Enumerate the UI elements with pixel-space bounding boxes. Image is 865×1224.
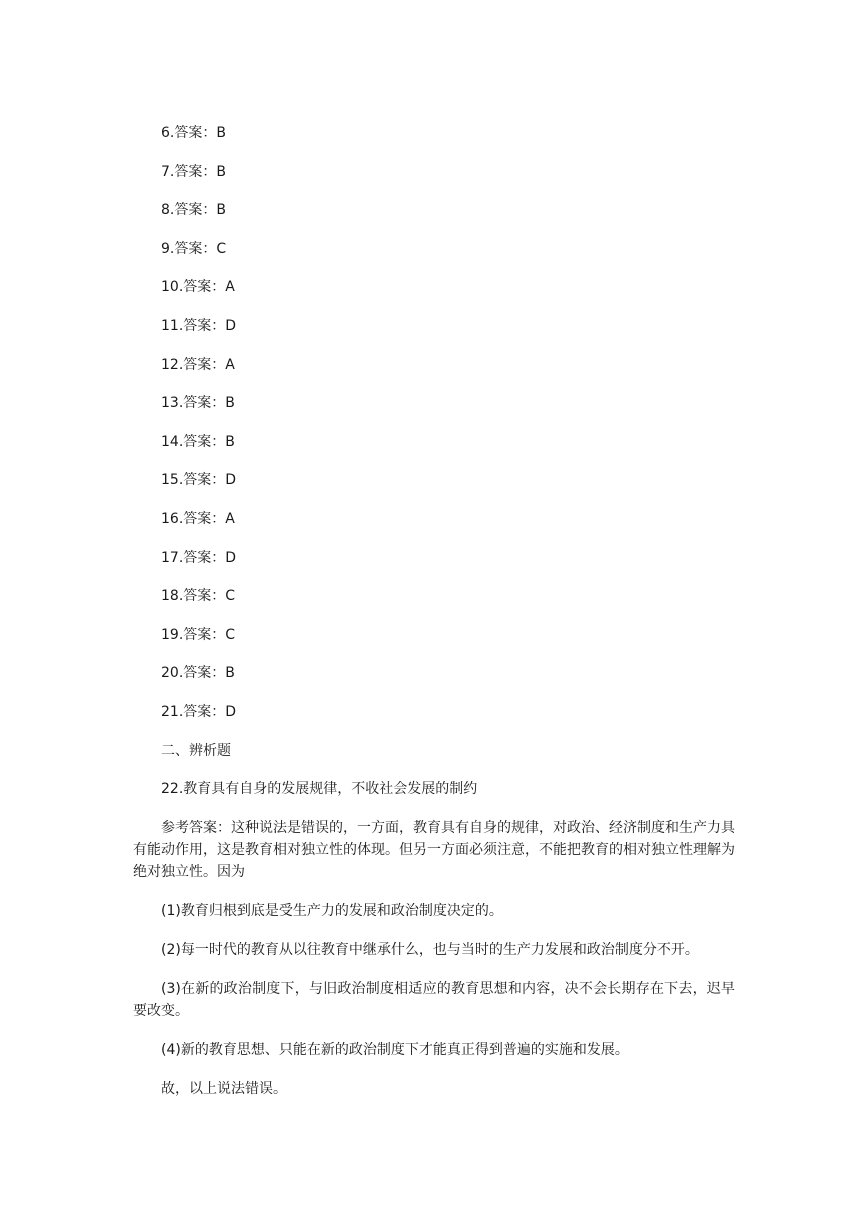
answer-item: 11.答案：D (161, 317, 237, 334)
answer-item: 19.答案：C (161, 626, 236, 643)
point-3: (3)在新的政治制度下，与旧政治制度相适应的教育思想和内容，决不会长期存在下去，迟早要改变。 (133, 980, 735, 1019)
answer-item: 8.答案：B (161, 202, 226, 219)
reference-answer: 参考答案：这种说法是错误的，一方面，教育具有自身的规律，对政治、经济制度和生产力具有能动作用，这是教育相对独立性的体现。但另一方面必须注意，不能把教育的相对独立性理解为绝对独立性。因为 (133, 819, 735, 880)
answer-item: 9.答案：C (161, 240, 227, 257)
answer-item: 12.答案：A (161, 356, 235, 373)
answer-list (133, 122, 735, 740)
answer-item: 20.答案：B (161, 665, 235, 682)
point-2: (2)每一时代的教育从以往教育中继承什么，也与当时的生产力发展和政治制度分不开。 (161, 941, 699, 958)
answer-item: 7.答案：B (161, 163, 226, 180)
answer-item: 17.答案：D (161, 549, 237, 566)
answer-item: 21.答案：D (161, 703, 237, 720)
point-4: (4)新的教育思想、只能在新的政治制度下才能真正得到普遍的实施和发展。 (161, 1041, 629, 1058)
answer-item: 10.答案：A (161, 279, 235, 296)
section-heading: 二、辨析题 (161, 742, 231, 759)
point-1: (1)教育归根到底是受生产力的发展和政治制度决定的。 (161, 902, 503, 919)
answer-item: 16.答案：A (161, 510, 235, 527)
answer-item: 6.答案：B (161, 125, 226, 141)
answer-item: 13.答案：B (161, 395, 235, 412)
answer-item: 14.答案：B (161, 433, 235, 450)
answer-item: 15.答案：D (161, 472, 237, 489)
answer-item: 18.答案：C (161, 588, 236, 605)
document-content (133, 122, 735, 1117)
conclusion: 故，以上说法错误。 (161, 1080, 287, 1097)
question-22: 22.教育具有自身的发展规律，不收社会发展的制约 (161, 780, 478, 797)
